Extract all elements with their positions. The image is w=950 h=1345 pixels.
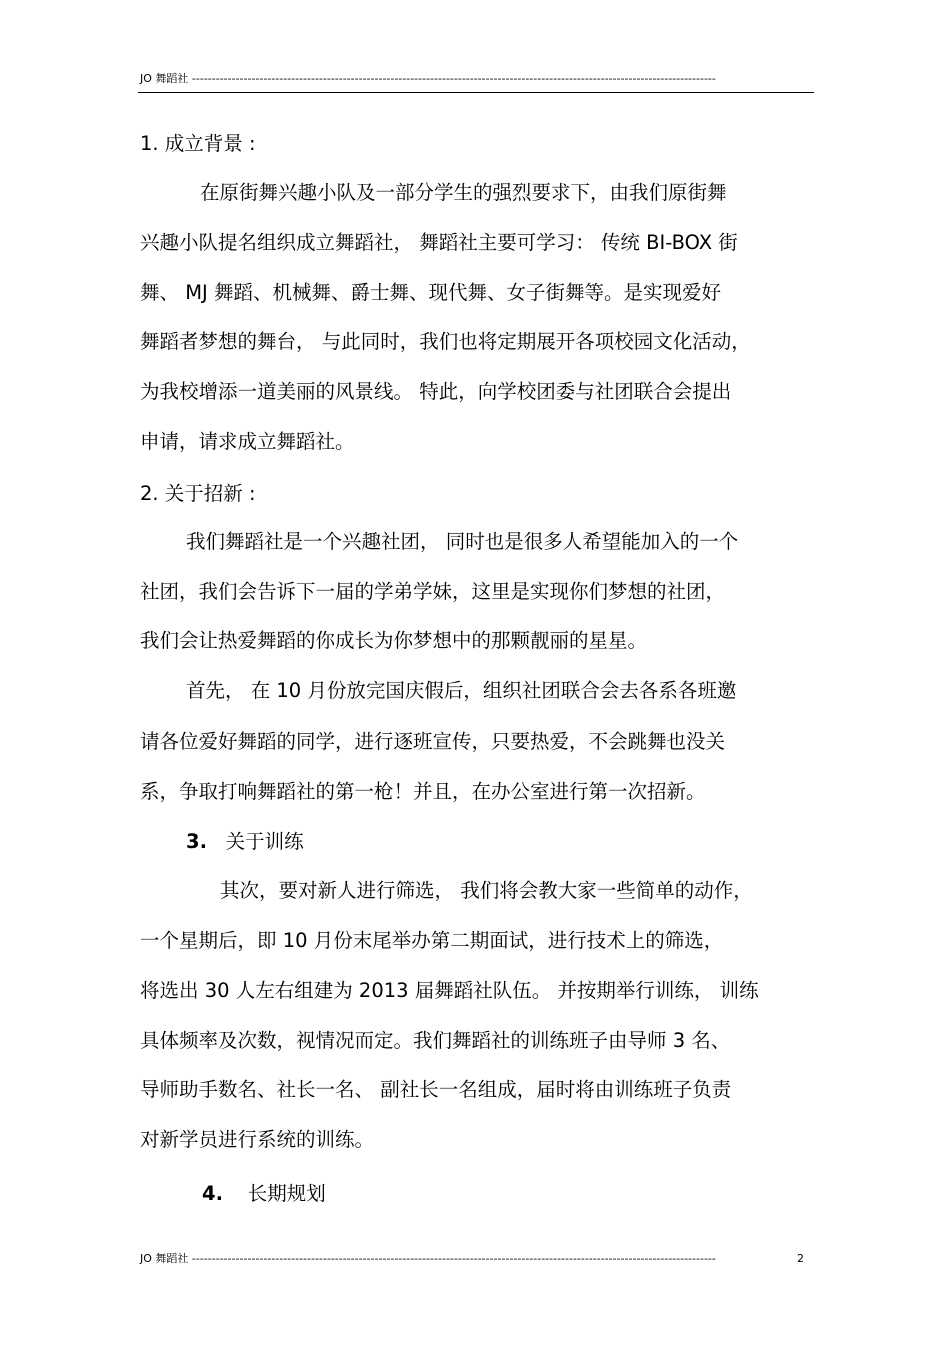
p4-line-5: 导师助手数名、社长一名、 副社长一名组成，届时将由训练班子负责 [140,1078,732,1101]
section-4-heading [202,1181,326,1207]
p2-line-2: 社团，我们会告诉下一届的学弟学妹，这里是实现你们梦想的社团， [140,580,726,603]
section-3-heading [186,829,304,855]
header-label: JO 舞蹈社 [140,72,189,85]
p4-line-6: 对新学员进行系统的训练。 [140,1128,375,1151]
p3-line-2: 请各位爱好舞蹈的同学，进行逐班宣传，只要热爱，不会跳舞也没关 [140,730,726,753]
section-2-title: 2. 关于招新 : [140,482,256,505]
section-4-title: 长期规划 [247,1182,326,1205]
p1-line-4: 舞蹈者梦想的舞台， 与此同时，我们也将定期展开各项校园文化活动， [140,330,751,353]
p1-line-1: 在原街舞兴趣小队及一部分学生的强烈要求下，由我们原街舞 [200,181,727,204]
p2-line-3: 我们会让热爱舞蹈的你成长为你梦想中的那颗靓丽的星星。 [140,629,648,652]
p1-line-2: 兴趣小队提名组织成立舞蹈社， 舞蹈社主要可学习： 传统 BI-BOX 街 [140,231,738,254]
p3-line-3: 系，争取打响舞蹈社的第一枪！并且，在办公室进行第一次招新。 [140,780,706,803]
p4-line-1: 其次，要对新人进行筛选， 我们将会教大家一些简单的动作， [220,879,753,902]
p4-line-3: 将选出 30 人左右组建为 2013 届舞蹈社队伍。 并按期举行训练， 训练 [140,979,759,1002]
p1-line-5: 为我校增添一道美丽的风景线。 特此，向学校团委与社团联合会提出 [140,380,732,403]
p3-line-1: 首先， 在 10 月份放完国庆假后，组织社团联合会去各系各班邀 [186,679,737,702]
p4-line-4: 具体频率及次数，视情况而定。我们舞蹈社的训练班子由导师 3 名、 [140,1029,731,1052]
footer-label: JO 舞蹈社 [140,1252,189,1265]
header-dashes: ------------------------------------------------------------------------------------------------------------------------------------ [191,72,716,85]
page-footer [140,1252,718,1266]
page-header [140,72,732,86]
section-1-title: 1. 成立背景 : [140,132,256,155]
p1-line-3: 舞、 MJ 舞蹈、机械舞、爵士舞、现代舞、女子街舞等。是实现爱好 [140,281,721,304]
section-3-number: 3. [186,830,207,853]
footer-dashes: ------------------------------------------------------------------------------------------------------------------------------------ [191,1252,716,1265]
section-3-title: 关于训练 [225,830,304,853]
header-rule [138,92,814,93]
section-4-number: 4. [202,1182,223,1205]
page-number: 2 [797,1252,804,1265]
p1-line-6: 申请，请求成立舞蹈社。 [140,430,355,453]
p4-line-2: 一个星期后，即 10 月份末尾举办第二期面试，进行技术上的筛选， [140,929,724,952]
p2-line-1: 我们舞蹈社是一个兴趣社团， 同时也是很多人希望能加入的一个 [186,530,739,553]
